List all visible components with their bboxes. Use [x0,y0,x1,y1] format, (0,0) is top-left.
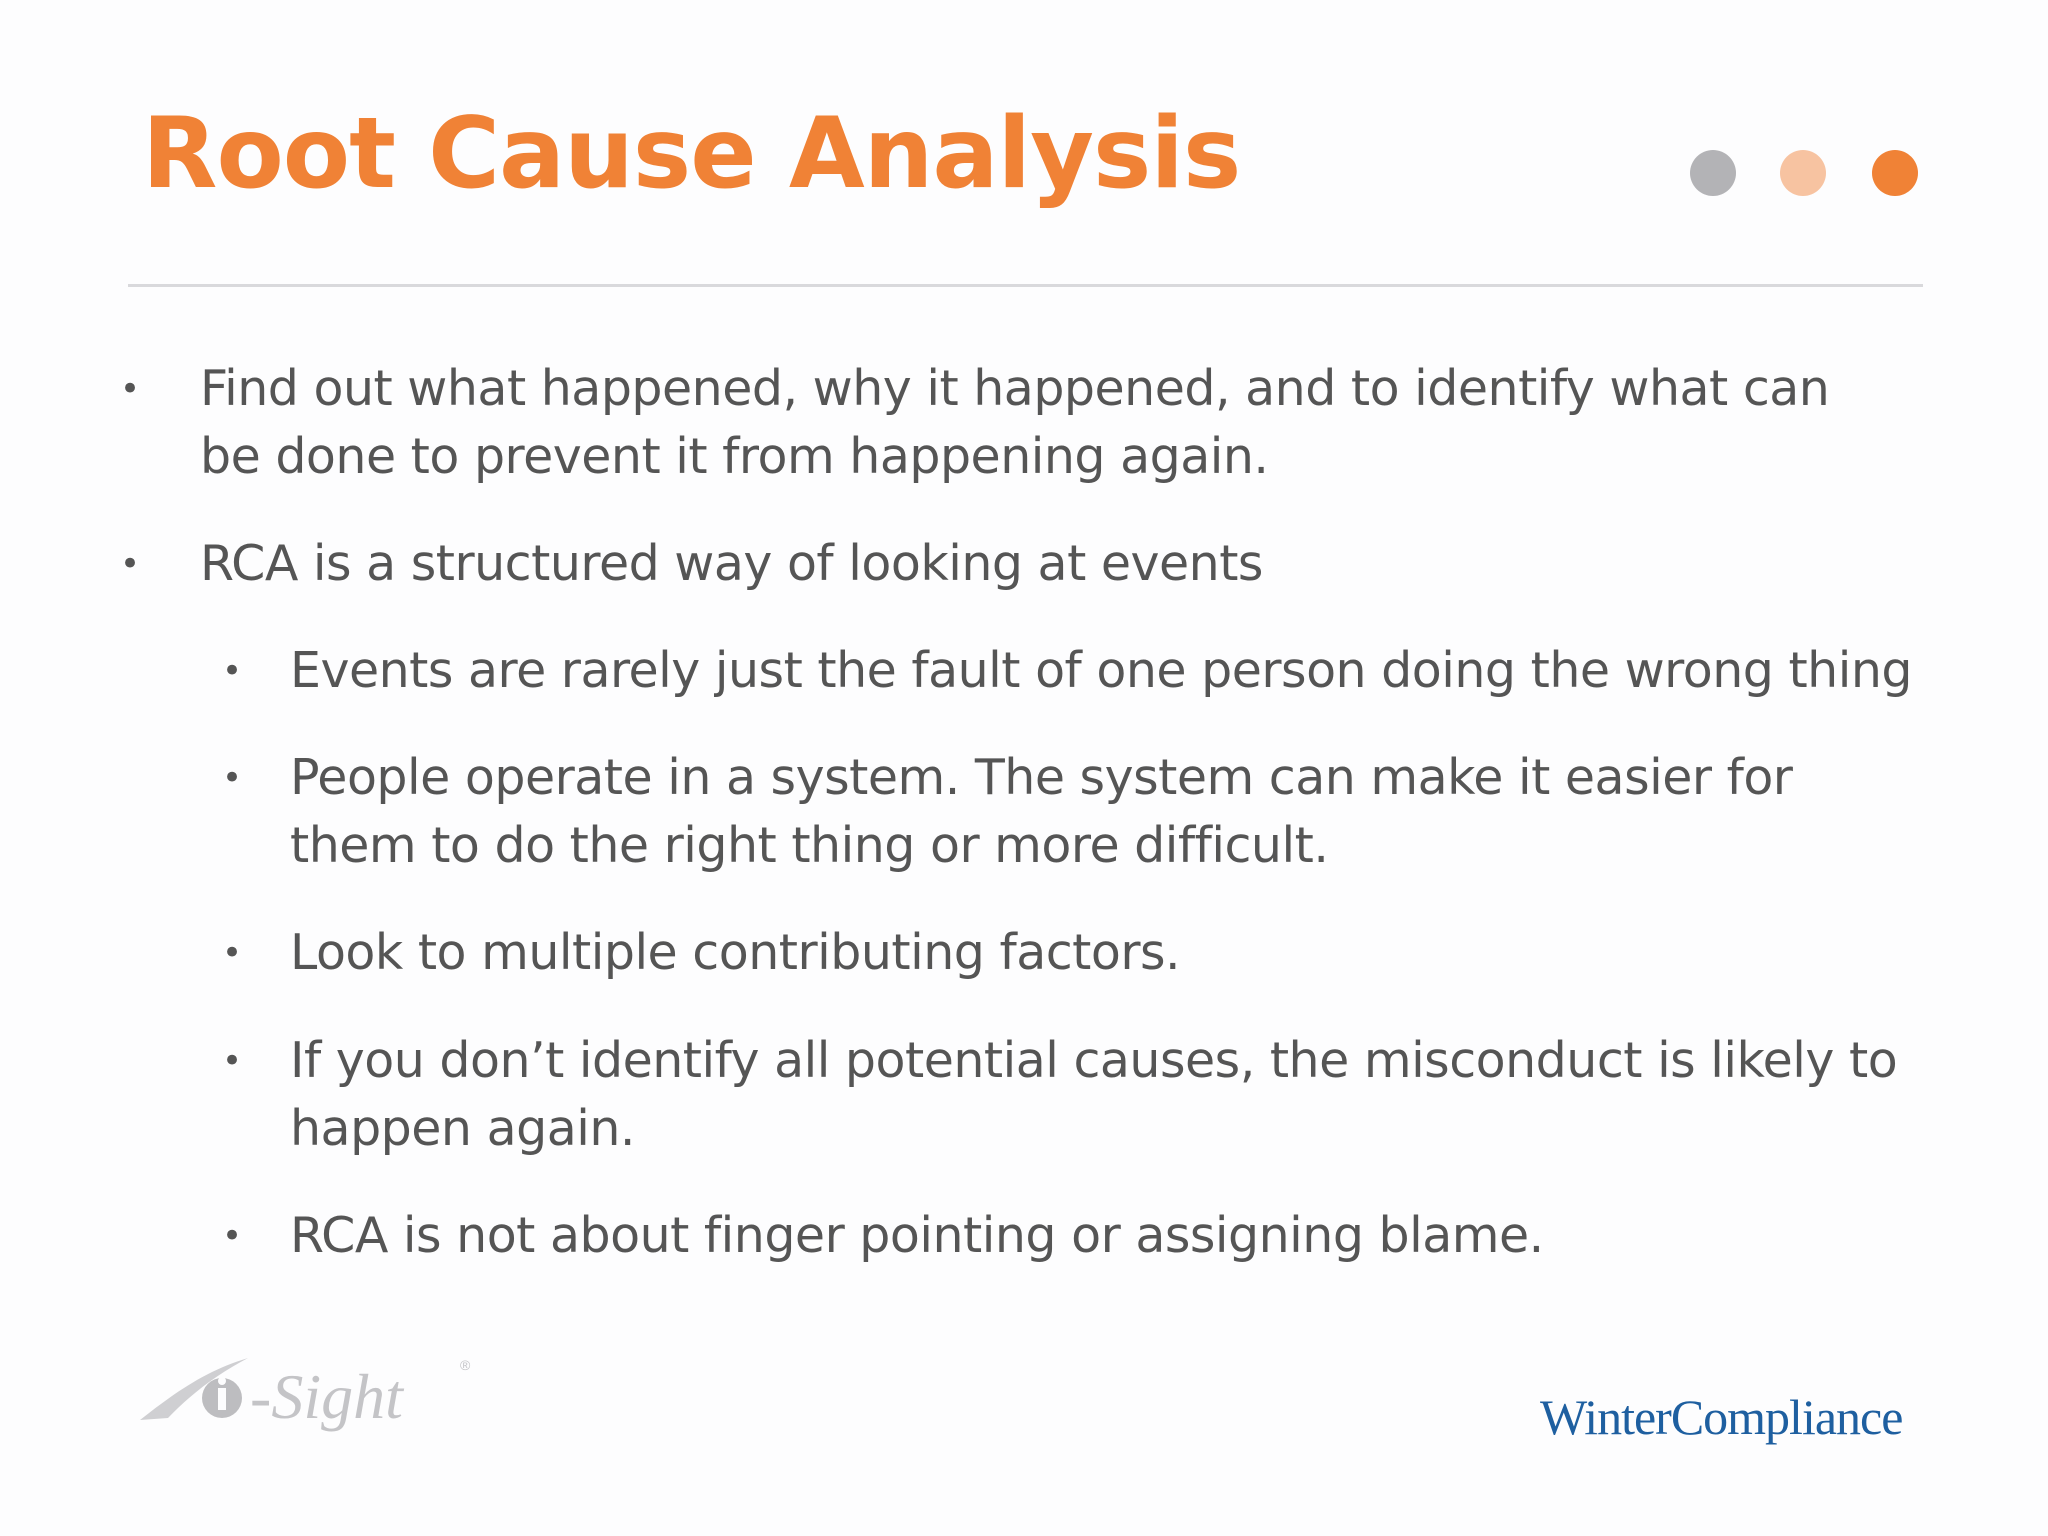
dot-gray [1690,150,1736,196]
bullet-marker: • [222,1216,242,1256]
isight-logo-mark [138,1340,478,1450]
bullet-marker: • [222,651,242,691]
bullet-text: RCA is a structured way of looking at events [200,535,1263,592]
sub-bullet-item [222,1027,1930,1163]
bullet-text: Events are rarely just the fault of one person doing the wrong thing [290,642,1912,699]
bullet-item [120,530,1880,598]
registered-mark: ® [460,1357,471,1373]
isight-logo-text: -Sight [250,1361,403,1432]
bullet-marker: • [222,933,242,973]
sub-bullet-item [222,744,1930,880]
wintercompliance-logo: WinterCompliance [1540,1389,1903,1445]
bullet-marker: • [120,544,140,584]
bullet-text: RCA is not about finger pointing or assigning blame. [290,1207,1544,1264]
sub-bullet-item [222,1202,1930,1270]
bullet-text: If you don’t identify all potential causes, the misconduct is likely to happen again. [290,1032,1898,1157]
sub-bullet-item [222,919,1930,987]
bullet-text: Look to multiple contributing factors. [290,924,1181,981]
isight-logo [138,1340,478,1450]
dot-orange [1872,150,1918,196]
bullet-marker: • [222,758,242,798]
sub-bullet-item [222,637,1930,705]
slide-title: Root Cause Analysis [142,97,1241,211]
bullet-marker: • [120,369,140,409]
progress-dots [1690,150,1920,198]
bullet-text: Find out what happened, why it happened, and to identify what can be done to prevent it from happening again. [200,360,1830,485]
dot-light-orange [1780,150,1826,196]
bullet-marker: • [222,1041,242,1081]
bullet-text: People operate in a system. The system can make it easier for them to do the right thing or more difficult. [290,749,1793,874]
title-divider [128,284,1923,287]
bullet-item [120,355,1880,491]
